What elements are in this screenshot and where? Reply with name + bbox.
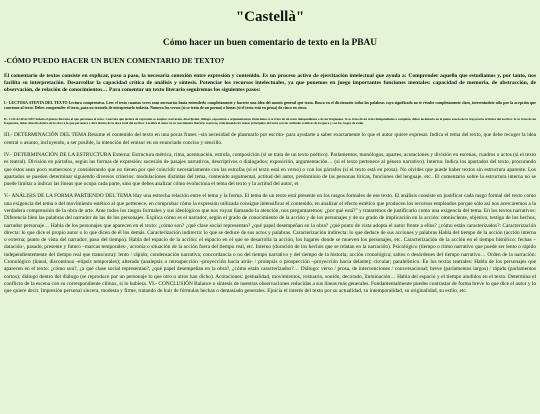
section-forma: V.- ANÁLISIS DE LA FORMA PARTIENDO DEL TEMA Hay una estrecha relación entre el tema y la forma. El tema de un texto está presente en los rasgos formales de ese texto. El análisis consiste en justificar cada rasgo formal del texto como una exigencia del tema o del movimiento estético al que pertenece, en comprobar cómo la expresión utilizada consigue intensificar el contenido, en analizar el efecto estético que producen los recursos empleados porque sólo así nos acercaremos a la verdadera comprensión de la obra de arte. Ante todos los rasgos formales y sus ideológicos que nos vayan llamando la atención, nos preguntaremos: ¿por qué está?" y trataremos de justificarlo como una exigencia del tema. En los textos narrativos: Diferencia bien las palabras del narrador de las de los personajes. Explica cómo es el narrador, según el grado de conocimiento de la acción y de los personajes y de su grado de implicación en la acción: omnisciente, objetivo, testigo de los hechos, narrador personaje… Habla de los personajes que aparecen en el texto: ¿cómo son? ¿qué clase social representan? ¿qué papel desempeñan en la obra? ¿qué punto de vista adopta el autor frente a ellos? ¿cómo están caracterizados?: Caracterización directa: lo que dice el propio autor o lo que dicen de él los demás. Caracterización indirecta: lo que se deduce de sus actos y palabras. Caracterización indirecta: lo que deduce de sus acciones y palabras Habla del tiempo de la acción (acción interna o externa; punto de vista del narrador; paso del tiempo). Habla del espacio de la acción: el espacio en el que se desarrolla la acción, los lugares donde se mueven los personajes, etc. Caracterización de la acción en el tiempo histórico: fechas –datación-, pasado, presente y futuro –marcas temporales-, ucronía o situación de la acción fuera del tiempo real, etc. Interno (duración de los hechos que se relatan en la narración). Psicológico (tiempo o ritmo narrativo que puede ser lento o rápido independientemente del tiempo real que transcurra): lento / rápido; condensación narrativa; concordancia o no del tiempo narrativo y del tiempo de la historia; acción cronológica; saltos o desórdenes del tiempo narrativo… Orden de la narración: Cronológico (lineal, discontinuo -elipsis temporales); alterado (analepsis o retrospección –proyección hacia atrás- / prolepsis o prospección –proyección hacia delante); circular; paralelístico. En los textos teatrales: Habla de los personajes que aparecen en el texto: ¿cómo son?, ¿a qué clase social representan?, ¿qué papel desempeñan en la obra?, ¿cómo están caracterizados?… Diálogo: verso / prosa, de intervenciones / conversacional; breve (parlamentos largos) / rápido (parlamentos cortos); diálogo dentro del diálogo (se reproduce por un personaje lo que otro u otros han dicho). Acotaciones: gestualidad, movimientos, vestuario, sonido, decorado, iluminación… Habla del espacio y el tiempo aludidos en el texto. Determina el conflicto de la escena con su correspondiente clímax, si lo hubiera. VI.- CONCLUSIÓN Balance o síntesis de nuestras observaciones reducidas a sus líneas más generales. Fundamentalmente puedes contrastar de forma breve lo que dice el autor y lo que quiere decir. Impresión personal sincera, modesta y firme, tratando de huir de fórmulas hechas o demasiado generales. Ejuicia el interés del texto por su actualidad, su intemporalidad, su originalidad, su estilo, etc. bbox=[4, 193, 536, 295]
page-title: "Castellà" bbox=[235, 9, 305, 25]
document-page bbox=[0, 9, 540, 414]
section-lectura: I.- LECTURA ATENTA DEL TEXTO Lectura comprensiva. Leer el texto cuantas veces sean necesarias hasta entenderlo completamente y hacerte una idea del asunto general que trata. Busca en el diccionario todas las palabras cuyo significado no te resulte completamente claro, interesándote sólo por la acepción que convenue al texto. Debes comprender el texto, para no tratarlo de interpretarlo todavía. Numera los versos (si se trata de un poema) o líneas (si el texto está en prosa) de cinco en cinco. bbox=[4, 100, 536, 110]
section-estructura: IV.- DETERMINACIÓN DE LA ESTRUCTURA Externa: Estructura métrica, rima, acentuación, estrofa, composición (si se trata de un texto poético). Parlamentos, monólogos, apartes, acotaciones y división en escenas, cuadros o actos (si el texto es teatral). División en párrafos, según las formas de expresión: sucesión de pasajes narrativos, descriptivos o dialogados; exposición, argumentación… (si el texto pertenece al género narrativo). Interna: Indica los apartados del texto, procurando que éstos sean poco numerosos y considerando que no tienen por qué coincidir necesariamente con las estrofas (si el texto está en verso) o con los párrafos (si el texto está en prosa). No olvides que puede haber textos sin estructura aparente. Los apartados se pueden determinar siguiendo diversos criterios: modulaciones distintas del tema, contenido argumental, actitud del autor, predominio de las personas líricas, funciones del lenguaje, etc.. El comentario sobre la estructura interna no se puede limitar a indicar las líneas que ocupa cada parte, sino que debes analizar cómo evoluciona el tema del texto y la actitud del autor, et bbox=[4, 151, 536, 188]
page-subtitle: Cómo hacer un buen comentario de texto en la PBAU bbox=[162, 38, 378, 48]
section-tema: III.- DETERMINACIÓN DEL TEMA Resume el contenido del texto en una pocas frases –sin necesidad de plasmarlo por escrito- para ayudarte a saber exactamente lo que el autor quiere expresar. Indica el tema del texto, que debe recoger la idea central o asunto, incluyendo, a ser posible, la intención del emisor en un enunciado conciso y sencillo. bbox=[4, 132, 536, 146]
question-heading: -CÓMO PUEDO HACER UN BUEN COMENTARIO DE TEXTO? bbox=[4, 56, 225, 65]
intro-paragraph: El comentario de textos consiste en explicar, paso a paso, la necesaria conexión entre expresión y contenido. Es un proceso activo de ejercitación intelectual que ayuda a: Comprender aquello que estudiamos y, por tanto, nos facilita su interpretación. Desarrollar la capacidad crítica de análisis y síntesis. Potenciar los recursos intelectuales, ya que ponemos en juego importantes funciones mentales: capacidad de memoria, de abstracción, de observación, de relación de conocimientos… Para comentar un texto literario seguiremos los siguientes pasos: bbox=[4, 73, 536, 93]
section-localizacion: II.- LOCALIZACIÓN Señala el género literario al que pertenece el texto. Concreta qué técnica de expresión se emplea: narración, descripción, diálogo, exposición o argumentación. Determina si se trata de un texto independiente o de un fragmento. Si se trata de un texto independiente o completo, debes localizarlo en el punto exacto de la trayectoria artística del escritor. Si se trata de un fragmento, debes situarlo dentro de la obra a la que pertenece y dirá dentro de la obra total del escritor. Localiza el autor en su movimiento literario concreto, relacionando los temas principales del texto con las actitudes estéticas de la época y con los rasgos de estilo. bbox=[4, 117, 536, 126]
